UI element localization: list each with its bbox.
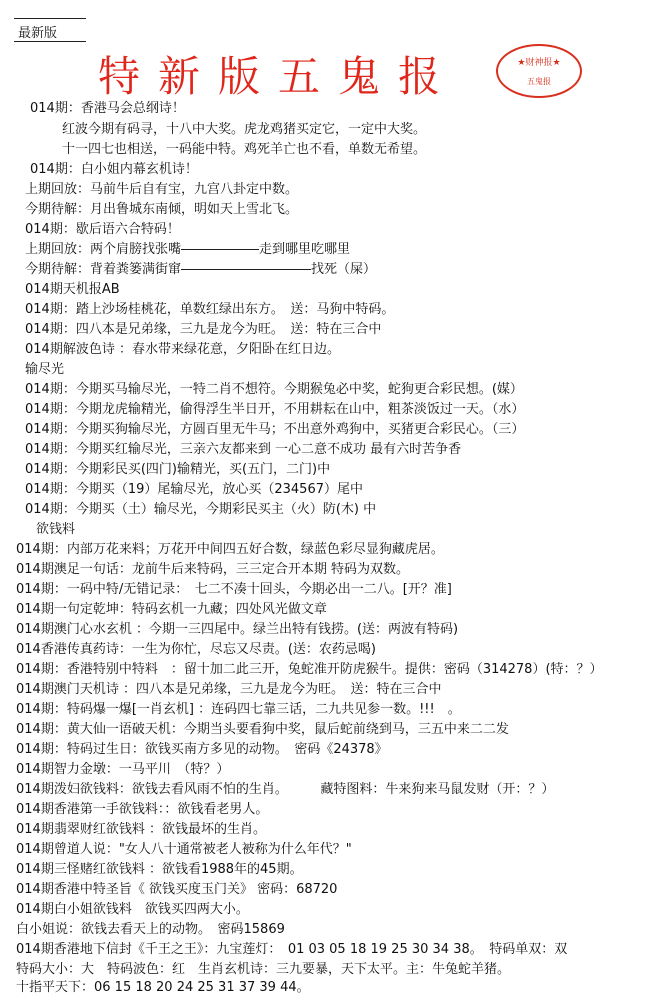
text-line: 014期智力金墩：一马平川 （特？） xyxy=(16,762,230,777)
text-line: 白小姐说：欲钱去看天上的动物。 密码15869 xyxy=(16,922,285,937)
text-line: 014期：特码过生日：欲钱买南方多见的动物。 密码《24378》 xyxy=(16,742,388,757)
text-line: 014期翡翠财红欲钱料 ：欲钱最坏的生肖。 xyxy=(16,822,266,837)
text-line: 今期待解：月出鲁城东南倾，明如天上雪北飞。 xyxy=(25,202,299,217)
text-line: 014期澳足一句话：龙前牛后来特码，三三定合开本期 特码为双数。 xyxy=(16,562,409,577)
text-line: 014期解波色诗 ：春水带来绿花意，夕阳卧在红日边。 xyxy=(25,342,340,357)
text-line: 上期回放：两个肩膀找张嘴――――――走到哪里吃哪里 xyxy=(25,242,351,257)
text-line: 014期澳门心水玄机 ：今期一三四尾中。绿兰出特有钱捞。(送：两波有特码) xyxy=(16,622,459,637)
text-line: 014期香港中特圣旨《 欲钱买度玉门关》 密码：68720 xyxy=(16,882,338,897)
text-line: 今期待解：背着粪篓满街窜――――――――――找死（屎） xyxy=(25,262,377,277)
text-line: 欲钱料 xyxy=(36,522,76,537)
text-line: 014期：歇后语六合特码！ xyxy=(25,222,180,237)
text-line: 014期天机报AB xyxy=(25,282,120,297)
text-line: 014香港传真药诗：一生为你忙，尽忘又尽责。(送：农药忌喝) xyxy=(16,642,376,657)
text-line: 014期：香港马会总纲诗！ xyxy=(30,101,185,116)
text-line: 014期：香港特别中特料 ：留十加二此三开，兔蛇准开防虎猴牛。提供：密码（314278）(特：？） xyxy=(16,662,603,677)
text-line: 十指平天下：06 15 18 20 24 25 31 37 39 44。 xyxy=(16,980,310,995)
text-line: 014期白小姐欲钱料 欲钱买四两大小。 xyxy=(16,902,249,917)
text-line: 014期泼妇欲钱料：欲钱去看风雨不怕的生肖。 藏特图料：牛来狗来马鼠发财（开：？） xyxy=(16,782,555,797)
text-line: 014期：一码中特/无错记录： 七二不凑十回头，今期必出一二八。[开？准] xyxy=(16,582,452,597)
text-line: 014期：四八本是兄弟缘，三九是龙今为旺。 送：特在三合中 xyxy=(25,322,382,337)
seal-stamp xyxy=(496,44,582,98)
text-line: 014期：今期买马输尽光，一特二肖不想符。今期猴兔必中奖，蛇狗更合彩民想。(媒） xyxy=(25,382,523,397)
text-line: 014期：踏上沙场桂桃花，单数红绿出东方。 送：马狗中特码。 xyxy=(25,302,395,317)
page-title: 特新版五鬼报 xyxy=(98,52,459,101)
text-line: 014期：特码爆一爆[一肖玄机] ：连码四七靠三话，二九共见参一数。!!! 。 xyxy=(16,702,461,717)
text-line: 014期：今期彩民买(四门)输精光，买(五门，二门)中 xyxy=(25,462,331,477)
text-line: 十一四七也相送，一码能中特。鸡死羊亡也不看，单数无希望。 xyxy=(62,142,427,157)
edition-underline xyxy=(14,41,86,42)
text-line: 014期：黄大仙一语破天机：今期当头要看狗中奖，鼠后蛇前绕到马，三五中来二二发 xyxy=(16,722,509,737)
text-line: 014期曾道人说："女人八十通常被老人被称为什么年代？" xyxy=(16,842,352,857)
text-line: 014期香港地下信封《千王之王》：九宝莲灯： 01 03 05 18 19 25 30 34 38。 特码单双：双 xyxy=(16,942,568,957)
seal-bottom-text: 五鬼报 xyxy=(527,77,551,86)
text-line: 014期：今期买红输尽光，三亲六友都来到 一心二意不成功 最有六时苦争香 xyxy=(25,442,462,457)
seal-top-text: ★财神报★ xyxy=(517,58,561,68)
text-line: 014期：今期龙虎输精光，偷得浮生半日开，不用耕耘在山中，粗茶淡饭过一天。（水） xyxy=(25,402,525,417)
text-line: 输尽光 xyxy=(25,362,65,377)
text-line: 014期香港第一手欲钱料：：欲钱看老男人。 xyxy=(16,802,269,817)
text-line: 上期回放：马前牛后自有宝，九宫八卦定中数。 xyxy=(25,182,299,197)
text-line: 014期三怪赌红欲钱料 ：欲钱看1988年的45期。 xyxy=(16,862,303,877)
text-line: 红波今期有码寻，十八中大奖。虎龙鸡猪买定它，一定中大奖。 xyxy=(62,122,427,137)
text-line: 014期：今期买狗输尽光，方圆百里无牛马；不出意外鸡狗中，买猪更合彩民心。（三） xyxy=(25,422,525,437)
text-line: 014期：今期买（19）尾输尽光，放心买（234567）尾中 xyxy=(25,482,363,497)
text-line: 014期：内部万花来料；万花开中间四五好合数，绿蓝色彩尽显狗藏虎居。 xyxy=(16,542,444,557)
text-line: 特码大小：大 特码波色：红 生肖玄机诗：三九要暴，天下太平。主：牛兔蛇羊猪。 xyxy=(16,962,511,977)
text-line: 014期：今期买（土）输尽光，今期彩民买主（火）防(木) 中 xyxy=(25,502,377,517)
top-divider xyxy=(14,18,86,19)
text-line: 014期澳门天机诗 ：四八本是兄弟缘，三九是龙今为旺。 送：特在三合中 xyxy=(16,682,442,697)
text-line: 014期一句定乾坤：特码玄机一九藏；四处风光做文章 xyxy=(16,602,327,617)
text-line: 014期：白小姐内幕玄机诗！ xyxy=(30,162,198,177)
edition-label: 最新版 xyxy=(18,26,58,41)
